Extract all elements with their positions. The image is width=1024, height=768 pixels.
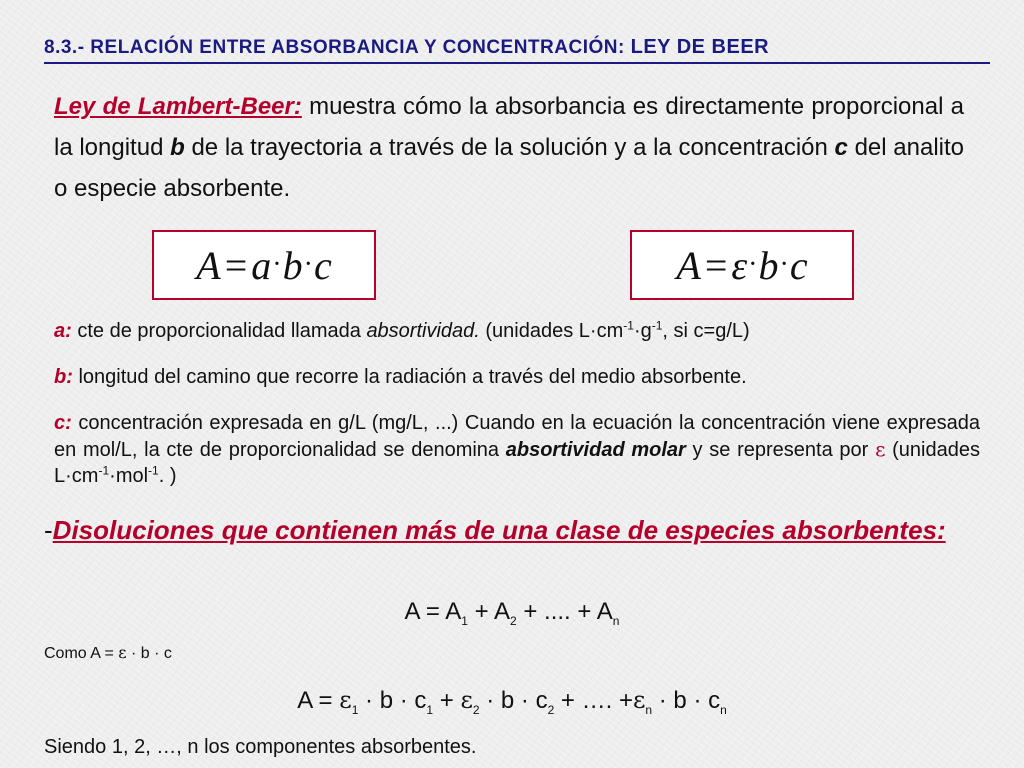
sum-lhs: A = A: [404, 598, 462, 625]
def-c-exp-1: -1: [98, 463, 110, 478]
def-a-exp-1: -1: [623, 318, 634, 333]
title-emphasis: LEY DE BEER: [630, 36, 770, 58]
exp-m2: · b · c: [479, 687, 548, 714]
def-a-g: g: [640, 320, 652, 342]
exp-dots: + …. +: [554, 687, 633, 714]
f2-dot-2: ·: [779, 249, 789, 280]
f2-eq: =: [704, 242, 728, 288]
intro-var-b: b: [170, 134, 185, 161]
como-eps: ε: [118, 643, 127, 662]
exp-lhs: A =: [297, 687, 340, 714]
sum-mid: + .... + A: [516, 598, 613, 625]
intro-term: Ley de Lambert-Beer:: [54, 93, 302, 120]
def-a-dot-2: ·: [633, 320, 641, 342]
f1-dot-1: ·: [272, 249, 282, 280]
title-prefix: 8.3.- RELACIÓN ENTRE ABSORBANCIA Y CONCENTRACIÓN:: [44, 37, 625, 58]
intro-paragraph: [54, 86, 964, 209]
def-a-dot-1: ·: [589, 320, 597, 342]
exp-sub-n: n: [645, 702, 653, 717]
def-c-text-4: . ): [158, 465, 177, 487]
def-c-dot-2: ·: [109, 465, 116, 487]
f1-eq: =: [224, 242, 248, 288]
f2-dot-1: ·: [748, 249, 758, 280]
definition-b: [54, 364, 980, 390]
def-a-text-2: (unidades L: [479, 320, 590, 342]
exp-sub-2: 2: [472, 702, 480, 717]
f2-c: c: [789, 242, 808, 288]
exp-eps-2: ε: [460, 686, 473, 714]
exp-eps-n: ε: [632, 686, 646, 714]
f2-A: A: [676, 242, 701, 288]
f1-c: c: [313, 242, 332, 288]
expanded-equation: [0, 686, 1024, 715]
exp-c-sub-1: 1: [426, 702, 434, 717]
epsilon-symbol: ε: [875, 437, 886, 461]
def-c-term: absortividad molar: [505, 439, 686, 461]
heading-dash: -: [44, 515, 53, 545]
def-c-dot-1: ·: [65, 465, 72, 487]
sum-sub-n: n: [612, 613, 620, 628]
exp-c-sub-2: 2: [547, 702, 555, 717]
exp-m3: · b · c: [652, 687, 721, 714]
def-c-mol: mol: [115, 465, 149, 487]
f2-b: b: [758, 242, 779, 288]
formula-box-absortividad: [152, 230, 376, 300]
como-text: Como A =: [44, 645, 119, 662]
sum-equation: [0, 598, 1024, 626]
def-a-label: a:: [54, 320, 72, 342]
title-underline: [44, 62, 990, 64]
f1-a: a: [251, 242, 272, 288]
def-b-text: longitud del camino que recorre la radiación a través del medio absorbente.: [72, 366, 747, 388]
def-c-text-1: concentración expresada en g/L (mg/L, ...) Cuando en la ecuación la concentración viene expresada en mol/L, la cte de proporcionalidad se denomina: [54, 412, 980, 461]
def-a-cm: cm: [596, 320, 624, 342]
exp-sub-1: 1: [351, 702, 359, 717]
intro-text-2: de la trayectoria a través de la solución y a la concentración: [184, 134, 835, 161]
def-a-text-3: , si c=g/L): [662, 320, 750, 342]
definition-a: [54, 318, 980, 344]
def-c-label: c:: [54, 412, 72, 434]
exp-c-sub-n: n: [720, 702, 727, 717]
def-c-cm: cm: [71, 465, 99, 487]
heading-text: Disoluciones que contienen más de una clase de especies absorbentes:: [52, 515, 946, 545]
intro-text-3: del analito o especie absorbente.: [54, 134, 965, 202]
f2-eps: ε: [731, 242, 748, 288]
def-a-exp-2: -1: [651, 318, 663, 333]
def-a-text-1: cte de proporcionalidad llamada: [71, 320, 367, 342]
f1-b: b: [282, 242, 303, 288]
def-c-text-2: y se representa por: [685, 439, 876, 461]
como-rest: · b · c: [126, 645, 172, 662]
sum-sub-1: 1: [461, 613, 468, 628]
def-a-term: absortividad.: [366, 320, 480, 342]
def-c-exp-2: -1: [148, 463, 159, 478]
multi-species-heading: [44, 512, 990, 548]
intro-text-1: muestra cómo la absorbancia es directamente proporcional a la longitud: [54, 93, 964, 161]
intro-var-c: c: [834, 134, 848, 161]
sum-plus: + A: [467, 598, 510, 625]
def-c-text-3: (unidades L: [54, 439, 980, 487]
exp-plus: +: [433, 687, 461, 714]
f1-A: A: [196, 242, 221, 288]
como-line: [44, 643, 172, 663]
definition-c: [54, 410, 980, 489]
exp-m1: · b · c: [358, 687, 427, 714]
exp-eps-1: ε: [339, 686, 352, 714]
def-b-label: b:: [54, 366, 73, 388]
sum-sub-2: 2: [510, 613, 517, 628]
slide-title: [44, 36, 769, 59]
formula-box-molar: [630, 230, 854, 300]
closing-text: Siendo 1, 2, …, n los componentes absorbentes.: [44, 736, 477, 758]
f1-dot-2: ·: [303, 249, 313, 280]
